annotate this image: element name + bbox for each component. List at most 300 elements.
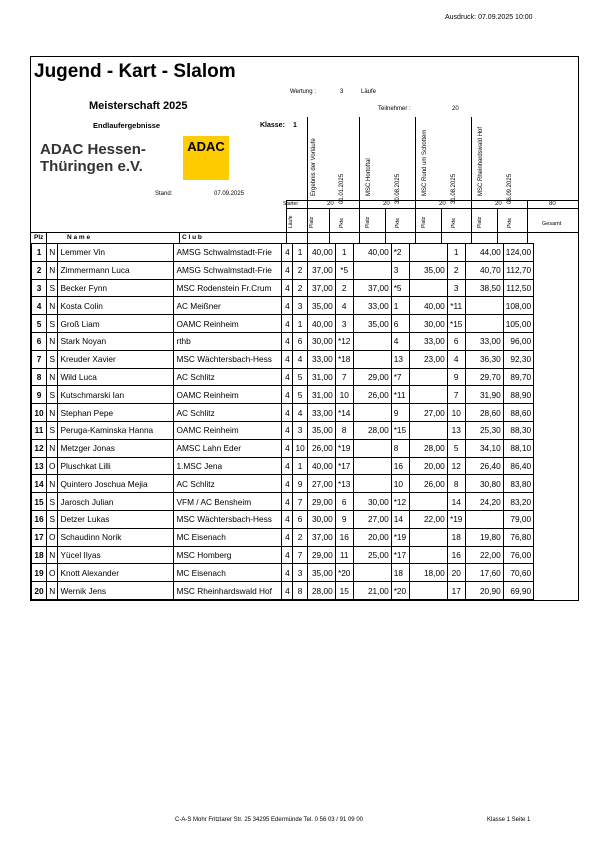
pkte-4: 31,90 [465, 386, 503, 404]
pkte-2: 26,00 [353, 386, 391, 404]
platz-1: 3 [293, 297, 307, 315]
adac-logo [183, 136, 229, 180]
platz-header-2: Platz [365, 216, 371, 228]
pkte-1: 33,00 [307, 350, 335, 368]
driver-name: Kreuder Xavier [58, 350, 174, 368]
table-row [32, 315, 534, 333]
laeufe-count: 4 [282, 546, 293, 564]
driver-name: Schaudinn Norik [58, 528, 174, 546]
laeufe-count: 4 [282, 368, 293, 386]
table-row [32, 297, 534, 315]
laeufe-count: 4 [282, 493, 293, 511]
platz-2: 4 [335, 297, 353, 315]
laeufe-count: 4 [282, 244, 293, 262]
rank: 3 [32, 279, 47, 297]
driver-name: Wernik Jens [58, 582, 174, 600]
pkte-1: 40,00 [307, 244, 335, 262]
rank: 8 [32, 368, 47, 386]
table-row [32, 261, 534, 279]
pkte-3: 27,00 [409, 404, 447, 422]
platz-3: 13 [391, 350, 409, 368]
table-row [32, 564, 534, 582]
platz-2: 3 [335, 315, 353, 333]
platz-4: 20 [447, 564, 465, 582]
club-name: OAMC Reinheim [174, 315, 282, 333]
table-row [32, 279, 534, 297]
pkte-3: 28,00 [409, 439, 447, 457]
championship-title: Meisterschaft 2025 [89, 100, 188, 112]
group: N [47, 261, 58, 279]
laeufe-count: 4 [282, 439, 293, 457]
pkte-2: 28,00 [353, 421, 391, 439]
club-name: MSC Rodenstein Fr.Crum [174, 279, 282, 297]
platz-1: 2 [293, 261, 307, 279]
pkte-1: 35,00 [307, 297, 335, 315]
laeufe-count: 4 [282, 279, 293, 297]
platz-2: *19 [335, 439, 353, 457]
total-points: 96,00 [503, 332, 533, 350]
group: S [47, 421, 58, 439]
name-header: N a m e [67, 234, 91, 241]
platz-1: 2 [293, 279, 307, 297]
total-points: 108,00 [503, 297, 533, 315]
total-points: 105,00 [503, 315, 533, 333]
platz-1: 10 [293, 439, 307, 457]
platz-4: 2 [447, 261, 465, 279]
pkte-header-2: Pkte [395, 217, 401, 228]
starter-total: 80 [549, 201, 556, 207]
club-name: AC Schlitz [174, 368, 282, 386]
platz-1: 8 [293, 582, 307, 600]
pkte-1: 31,00 [307, 368, 335, 386]
pkte-2: 27,00 [353, 510, 391, 528]
starter-label: Starter [283, 201, 299, 207]
pkte-2 [353, 261, 391, 279]
pkte-3: 35,00 [409, 261, 447, 279]
club-name: AC Schlitz [174, 475, 282, 493]
driver-name: Zimmermann Luca [58, 261, 174, 279]
total-points: 112,50 [503, 279, 533, 297]
pkte-4: 30,80 [465, 475, 503, 493]
teilnehmer-label: Teilnehmer : [378, 106, 411, 112]
club-name: AC Schlitz [174, 404, 282, 422]
rank: 19 [32, 564, 47, 582]
pkte-4: 20,90 [465, 582, 503, 600]
platz-1: 9 [293, 475, 307, 493]
event-header-2: MSC Hortoftal [366, 158, 372, 196]
pkte-3 [409, 493, 447, 511]
pkte-4: 38,50 [465, 279, 503, 297]
pkte-1: 27,00 [307, 475, 335, 493]
platz-1: 4 [293, 350, 307, 368]
club-name: AC Meißner [174, 297, 282, 315]
pkte-4: 44,00 [465, 244, 503, 262]
table-row [32, 404, 534, 422]
event-header-3: MSC Rund um Schottem [422, 129, 428, 196]
rank: 15 [32, 493, 47, 511]
laeufe-count: 4 [282, 528, 293, 546]
print-timestamp: Ausdruck: 07.09.2025 10:00 [445, 14, 533, 21]
platz-3: *12 [391, 493, 409, 511]
pkte-1: 37,00 [307, 528, 335, 546]
pkte-3 [409, 528, 447, 546]
pkte-4: 33,00 [465, 332, 503, 350]
pkte-1: 29,00 [307, 546, 335, 564]
group: O [47, 564, 58, 582]
total-points: 112,70 [503, 261, 533, 279]
pkte-2: 29,00 [353, 368, 391, 386]
group: N [47, 297, 58, 315]
laeufe-count: 4 [282, 582, 293, 600]
platz-4: 9 [447, 368, 465, 386]
platz-2: 8 [335, 421, 353, 439]
total-points: 89,70 [503, 368, 533, 386]
platz-2: 9 [335, 510, 353, 528]
pkte-4 [465, 315, 503, 333]
total-points: 88,60 [503, 404, 533, 422]
table-row [32, 510, 534, 528]
pkte-4: 26,40 [465, 457, 503, 475]
platz-1: 6 [293, 332, 307, 350]
gesamt-header: Gesamt [542, 221, 562, 227]
laeufe-header: Läufe [288, 215, 294, 228]
total-points: 76,80 [503, 528, 533, 546]
table-row [32, 582, 534, 600]
laeufe-count: 4 [282, 404, 293, 422]
rank: 16 [32, 510, 47, 528]
pkte-4: 22,00 [465, 546, 503, 564]
stand-label: Stand: [155, 191, 173, 197]
pkte-1: 40,00 [307, 457, 335, 475]
platz-4: 3 [447, 279, 465, 297]
platz-3: 8 [391, 439, 409, 457]
platz-3: 3 [391, 261, 409, 279]
pkte-4: 25,30 [465, 421, 503, 439]
pkte-1: 37,00 [307, 261, 335, 279]
platz-2: 2 [335, 279, 353, 297]
platz-3: *19 [391, 528, 409, 546]
driver-name: Lemmer Vin [58, 244, 174, 262]
total-points: 88,90 [503, 386, 533, 404]
pkte-4: 24,20 [465, 493, 503, 511]
pkte-2 [353, 404, 391, 422]
platz-2: *20 [335, 564, 353, 582]
platz-3: *15 [391, 421, 409, 439]
platz-header-4: Platz [477, 216, 483, 228]
driver-name: Kosta Colin [58, 297, 174, 315]
club-logo-line2: Thüringen e.V. [40, 158, 143, 175]
platz-3: *17 [391, 546, 409, 564]
table-row [32, 546, 534, 564]
total-points: 86,40 [503, 457, 533, 475]
rank: 10 [32, 404, 47, 422]
table-row [32, 350, 534, 368]
pkte-2: 35,00 [353, 315, 391, 333]
platz-1: 4 [293, 404, 307, 422]
driver-name: Knott Alexander [58, 564, 174, 582]
pkte-1: 40,00 [307, 315, 335, 333]
event-header-4: MSC Rheinhardswald Hof [478, 126, 484, 196]
starter-count-4: 20 [495, 201, 502, 207]
table-row [32, 493, 534, 511]
platz-4: *11 [447, 297, 465, 315]
table-row [32, 244, 534, 262]
table-row [32, 457, 534, 475]
platz-2: *17 [335, 457, 353, 475]
platz-4: 4 [447, 350, 465, 368]
platz-4: *19 [447, 510, 465, 528]
teilnehmer-value: 20 [452, 106, 459, 112]
total-points: 88,30 [503, 421, 533, 439]
pkte-3 [409, 386, 447, 404]
pkte-2 [353, 439, 391, 457]
club-name: OAMC Reinheim [174, 421, 282, 439]
event-date-3: 31.08.2025 [451, 173, 457, 204]
platz-2: 1 [335, 244, 353, 262]
table-row [32, 528, 534, 546]
pkte-3 [409, 582, 447, 600]
stand-date: 07.09.2025 [214, 191, 245, 197]
laeufe-count: 4 [282, 510, 293, 528]
platz-4: 10 [447, 404, 465, 422]
wertung-value: 3 [340, 89, 344, 95]
total-points: 83,20 [503, 493, 533, 511]
pkte-1: 29,00 [307, 493, 335, 511]
platz-4: 7 [447, 386, 465, 404]
group: N [47, 546, 58, 564]
group: S [47, 386, 58, 404]
rank: 14 [32, 475, 47, 493]
group: N [47, 582, 58, 600]
event-date-2: 30.08.2025 [395, 173, 401, 204]
platz-2: 16 [335, 528, 353, 546]
laeufe-count: 4 [282, 564, 293, 582]
platz-2: *14 [335, 404, 353, 422]
rank: 13 [32, 457, 47, 475]
laeufe-count: 4 [282, 457, 293, 475]
total-points: 69,90 [503, 582, 533, 600]
pkte-4: 19,80 [465, 528, 503, 546]
pkte-header-1: Pkte [339, 217, 345, 228]
event-header-1: Ergebnis der Vorläufe [311, 138, 317, 196]
event-date-1: 01.01.2025 [339, 173, 345, 204]
pkte-4: 40,70 [465, 261, 503, 279]
pkte-1: 33,00 [307, 404, 335, 422]
driver-name: Stark Noyan [58, 332, 174, 350]
pkte-3: 40,00 [409, 297, 447, 315]
pkte-1: 37,00 [307, 279, 335, 297]
driver-name: Groß Liam [58, 315, 174, 333]
club-header: C l u b [182, 234, 202, 241]
pkte-2 [353, 457, 391, 475]
laeufe-count: 4 [282, 421, 293, 439]
pkte-3: 26,00 [409, 475, 447, 493]
platz-2: *18 [335, 350, 353, 368]
rank: 1 [32, 244, 47, 262]
pkte-3 [409, 279, 447, 297]
driver-name: Detzer Lukas [58, 510, 174, 528]
laeufe-count: 4 [282, 350, 293, 368]
wertung-unit: Läufe [361, 89, 377, 95]
platz-4: 13 [447, 421, 465, 439]
klasse-label: Klasse: [260, 122, 285, 129]
group: S [47, 493, 58, 511]
platz-4: 14 [447, 493, 465, 511]
starter-count-2: 20 [383, 201, 390, 207]
club-name: AMSC Lahn Eder [174, 439, 282, 457]
table-row [32, 332, 534, 350]
driver-name: Stephan Pepe [58, 404, 174, 422]
club-name: MSC Homberg [174, 546, 282, 564]
platz-2: 6 [335, 493, 353, 511]
total-points: 76,00 [503, 546, 533, 564]
platz-header-3: Platz [421, 216, 427, 228]
pkte-4: 34,10 [465, 439, 503, 457]
platz-3: 1 [391, 297, 409, 315]
group: O [47, 457, 58, 475]
platz-3: 10 [391, 475, 409, 493]
pkte-3: 22,00 [409, 510, 447, 528]
platz-3: *2 [391, 244, 409, 262]
pkte-4: 36,30 [465, 350, 503, 368]
laeufe-count: 4 [282, 386, 293, 404]
club-logo-text [40, 141, 146, 175]
pkte-1: 35,00 [307, 421, 335, 439]
pkte-3 [409, 546, 447, 564]
group: S [47, 350, 58, 368]
table-row [32, 439, 534, 457]
pkte-2: 40,00 [353, 244, 391, 262]
pkte-2: 25,00 [353, 546, 391, 564]
pkte-header-3: Pkte [451, 217, 457, 228]
club-logo-line1: ADAC Hessen- [40, 141, 146, 158]
laeufe-count: 4 [282, 332, 293, 350]
group: N [47, 244, 58, 262]
rank: 6 [32, 332, 47, 350]
pkte-2: 37,00 [353, 279, 391, 297]
pkte-2: 20,00 [353, 528, 391, 546]
platz-2: 11 [335, 546, 353, 564]
platz-3: *7 [391, 368, 409, 386]
starter-count-3: 20 [439, 201, 446, 207]
platz-1: 7 [293, 546, 307, 564]
group: O [47, 528, 58, 546]
results-subtitle: Endlaufergebnisse [93, 121, 161, 130]
footer-page: Klasse 1 Seite 1 [487, 817, 531, 823]
plz-header: Plz [34, 234, 44, 241]
total-points: 70,60 [503, 564, 533, 582]
platz-1: 3 [293, 421, 307, 439]
platz-1: 1 [293, 244, 307, 262]
pkte-4 [465, 510, 503, 528]
table-row [32, 421, 534, 439]
event-date-4: 06.09.2025 [507, 173, 513, 204]
platz-3: 14 [391, 510, 409, 528]
rank: 17 [32, 528, 47, 546]
pkte-1: 35,00 [307, 564, 335, 582]
pkte-2 [353, 475, 391, 493]
pkte-4: 29,70 [465, 368, 503, 386]
total-points: 79,00 [503, 510, 533, 528]
pkte-1: 26,00 [307, 439, 335, 457]
platz-4: 12 [447, 457, 465, 475]
rank: 9 [32, 386, 47, 404]
page-title: Jugend - Kart - Slalom [34, 61, 236, 82]
platz-2: *12 [335, 332, 353, 350]
driver-name: Peruga-Kaminska Hanna [58, 421, 174, 439]
pkte-2 [353, 350, 391, 368]
group: S [47, 279, 58, 297]
driver-name: Wild Luca [58, 368, 174, 386]
results-table [31, 243, 534, 600]
platz-3: *20 [391, 582, 409, 600]
club-name: 1.MSC Jena [174, 457, 282, 475]
rank: 18 [32, 546, 47, 564]
club-name: AMSG Schwalmstadt-Frie [174, 261, 282, 279]
platz-3: 18 [391, 564, 409, 582]
group: N [47, 332, 58, 350]
pkte-3: 23,00 [409, 350, 447, 368]
total-points: 83,80 [503, 475, 533, 493]
total-points: 92,30 [503, 350, 533, 368]
pkte-3 [409, 244, 447, 262]
driver-name: Jarosch Julian [58, 493, 174, 511]
pkte-1: 30,00 [307, 332, 335, 350]
platz-1: 5 [293, 386, 307, 404]
platz-3: *5 [391, 279, 409, 297]
rank: 2 [32, 261, 47, 279]
pkte-3: 33,00 [409, 332, 447, 350]
rank: 12 [32, 439, 47, 457]
platz-4: 16 [447, 546, 465, 564]
table-row [32, 475, 534, 493]
pkte-3: 18,00 [409, 564, 447, 582]
club-name: AMSG Schwalmstadt-Frie [174, 244, 282, 262]
pkte-header-4: Pkte [507, 217, 513, 228]
rank: 4 [32, 297, 47, 315]
platz-4: 6 [447, 332, 465, 350]
platz-2: 15 [335, 582, 353, 600]
driver-name: Becker Fynn [58, 279, 174, 297]
platz-1: 5 [293, 368, 307, 386]
platz-1: 6 [293, 510, 307, 528]
pkte-2 [353, 332, 391, 350]
platz-4: 17 [447, 582, 465, 600]
club-name: MC Eisenach [174, 528, 282, 546]
pkte-3: 30,00 [409, 315, 447, 333]
platz-1: 7 [293, 493, 307, 511]
pkte-2: 30,00 [353, 493, 391, 511]
pkte-1: 28,00 [307, 582, 335, 600]
pkte-1: 30,00 [307, 510, 335, 528]
group: N [47, 404, 58, 422]
platz-3: 9 [391, 404, 409, 422]
platz-3: 4 [391, 332, 409, 350]
table-row [32, 386, 534, 404]
platz-2: *5 [335, 261, 353, 279]
laeufe-count: 4 [282, 261, 293, 279]
platz-2: 7 [335, 368, 353, 386]
group: S [47, 315, 58, 333]
club-name: MSC Wächtersbach-Hess [174, 350, 282, 368]
adac-logo-text: ADAC [187, 139, 225, 154]
platz-4: 18 [447, 528, 465, 546]
wertung-label: Wertung : [290, 89, 316, 95]
laeufe-count: 4 [282, 315, 293, 333]
platz-1: 3 [293, 564, 307, 582]
driver-name: Yücel Ilyas [58, 546, 174, 564]
platz-4: *15 [447, 315, 465, 333]
